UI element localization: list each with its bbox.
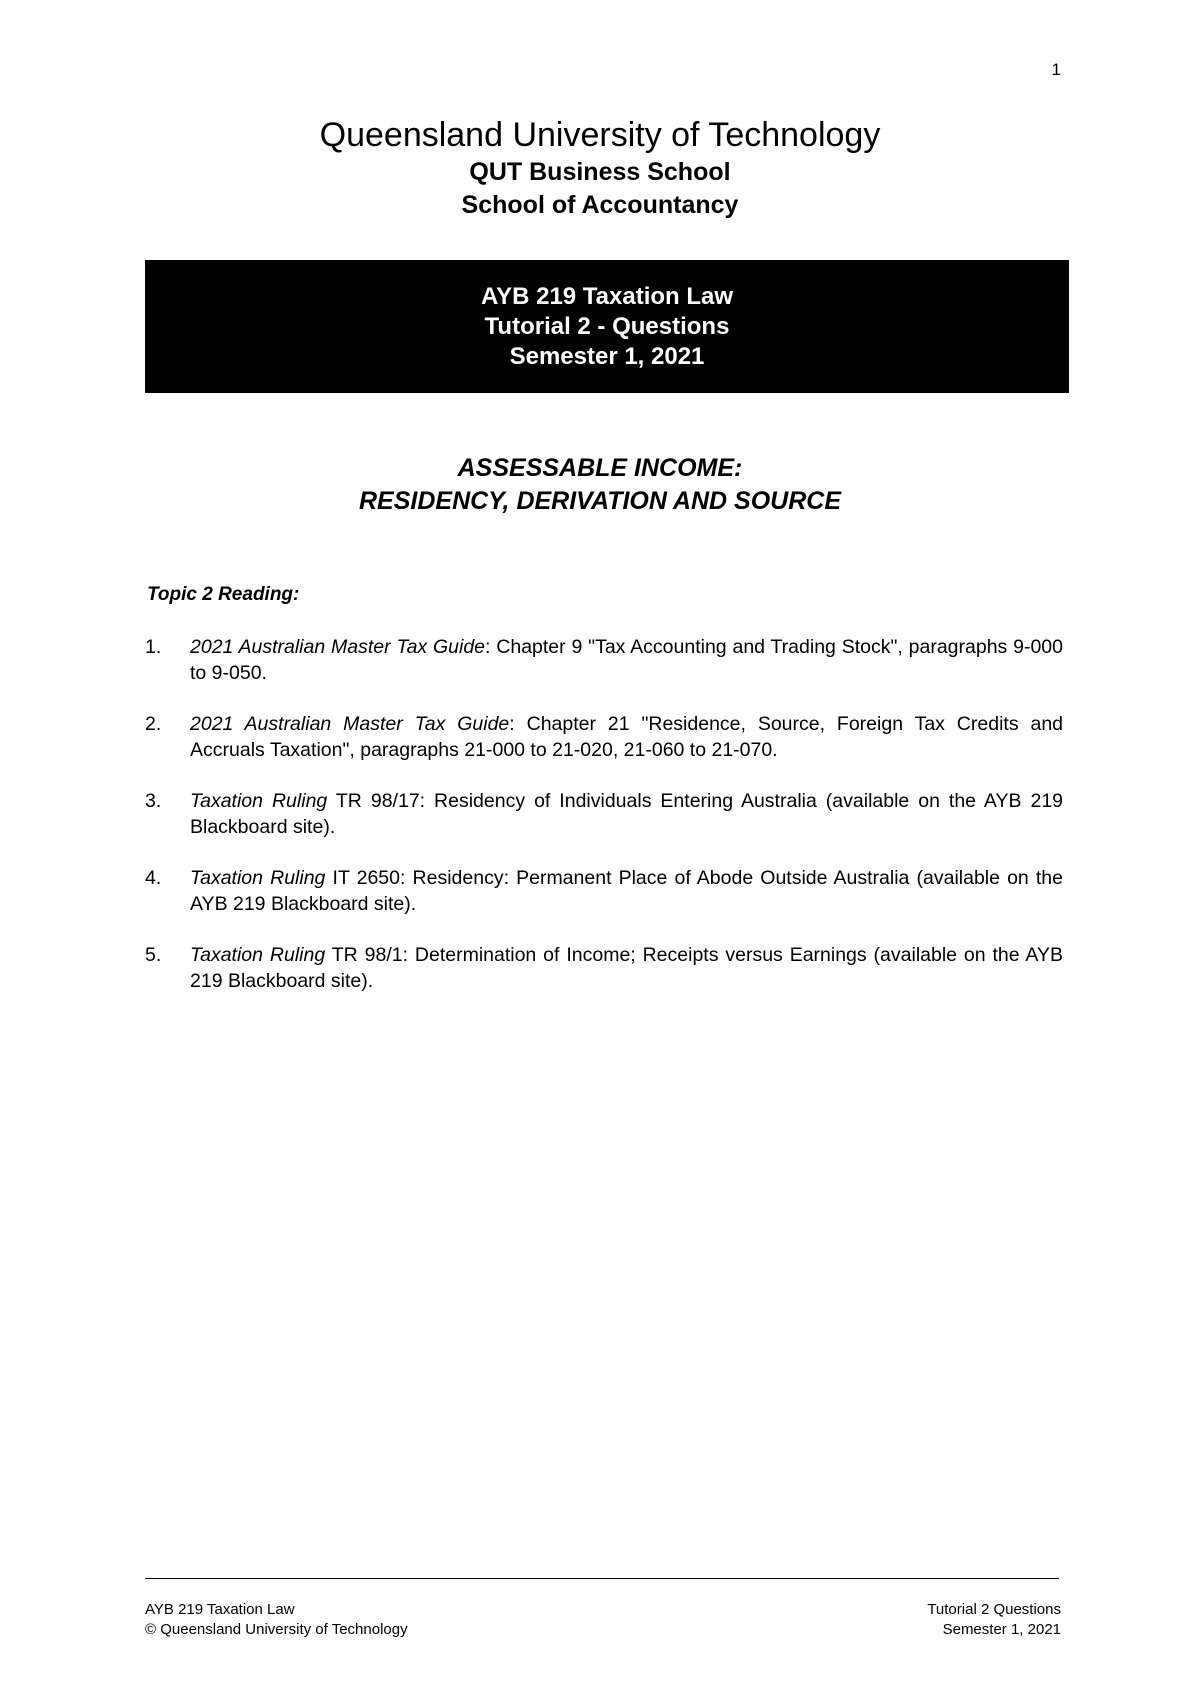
reading-list [145,634,1063,1019]
source-title: Taxation Ruling [190,790,328,812]
list-item [145,634,1063,686]
tutorial-title: Tutorial 2 - Questions [484,312,730,340]
university-title: Queensland University of Technology [319,116,881,154]
list-item-number: 3. [145,790,162,812]
topic-heading-line-1: ASSESSABLE INCOME: [457,454,743,482]
topic-heading-line-2: RESIDENCY, DERIVATION AND SOURCE [358,487,841,515]
source-detail: TR 98/1: Determination of Income; Receipts versus Earnings (available on the AYB 219 Blackboard site). [190,944,1064,992]
document-header [0,114,1200,222]
school-name: School of Accountancy [461,191,739,219]
footer-right [927,1600,1061,1640]
topic-heading [0,452,1200,518]
list-item-number: 1. [145,636,162,658]
list-item-number: 2. [145,713,162,735]
unit-banner [145,260,1069,393]
list-item-text [190,865,1063,917]
semester-label: Semester 1, 2021 [509,342,705,370]
source-detail: : Chapter 9 "Tax Accounting and Trading Stock", paragraphs 9-000 to 9-050. [190,636,1063,684]
list-item [145,865,1063,917]
list-item-number: 5. [145,944,162,966]
source-title: 2021 Australian Master Tax Guide [190,636,486,658]
footer-semester: Semester 1, 2021 [942,1621,1061,1638]
footer-unit: AYB 219 Taxation Law [145,1601,295,1618]
list-item [145,711,1063,763]
source-title: Taxation Ruling [190,944,326,966]
source-detail: TR 98/17: Residency of Individuals Entering Australia (available on the AYB 219 Blackboard site). [190,790,1064,838]
source-title: 2021 Australian Master Tax Guide [190,713,510,735]
source-detail: IT 2650: Residency: Permanent Place of Abode Outside Australia (available on the AYB 219 Blackboard site). [190,867,1064,915]
footer-left [145,1600,408,1640]
reading-heading: Topic 2 Reading: [147,584,300,605]
list-item [145,788,1063,840]
faculty-name: QUT Business School [469,158,731,186]
list-item-number: 4. [145,867,162,889]
list-item-text [190,942,1063,994]
footer-divider [145,1578,1059,1579]
list-item-text [190,788,1063,840]
footer-copyright: © Queensland University of Technology [145,1621,408,1638]
source-title: Taxation Ruling [190,867,326,889]
list-item-text [190,711,1063,763]
source-detail: : Chapter 21 "Residence, Source, Foreign Tax Credits and Accruals Taxation", paragraphs 21-000 to 21-020, 21-060 to 21-070. [190,713,1064,761]
list-item-text [190,634,1063,686]
footer-tutorial: Tutorial 2 Questions [927,1601,1061,1618]
page-number: 1 [1051,60,1061,79]
list-item [145,942,1063,994]
unit-title: AYB 219 Taxation Law [480,282,734,310]
